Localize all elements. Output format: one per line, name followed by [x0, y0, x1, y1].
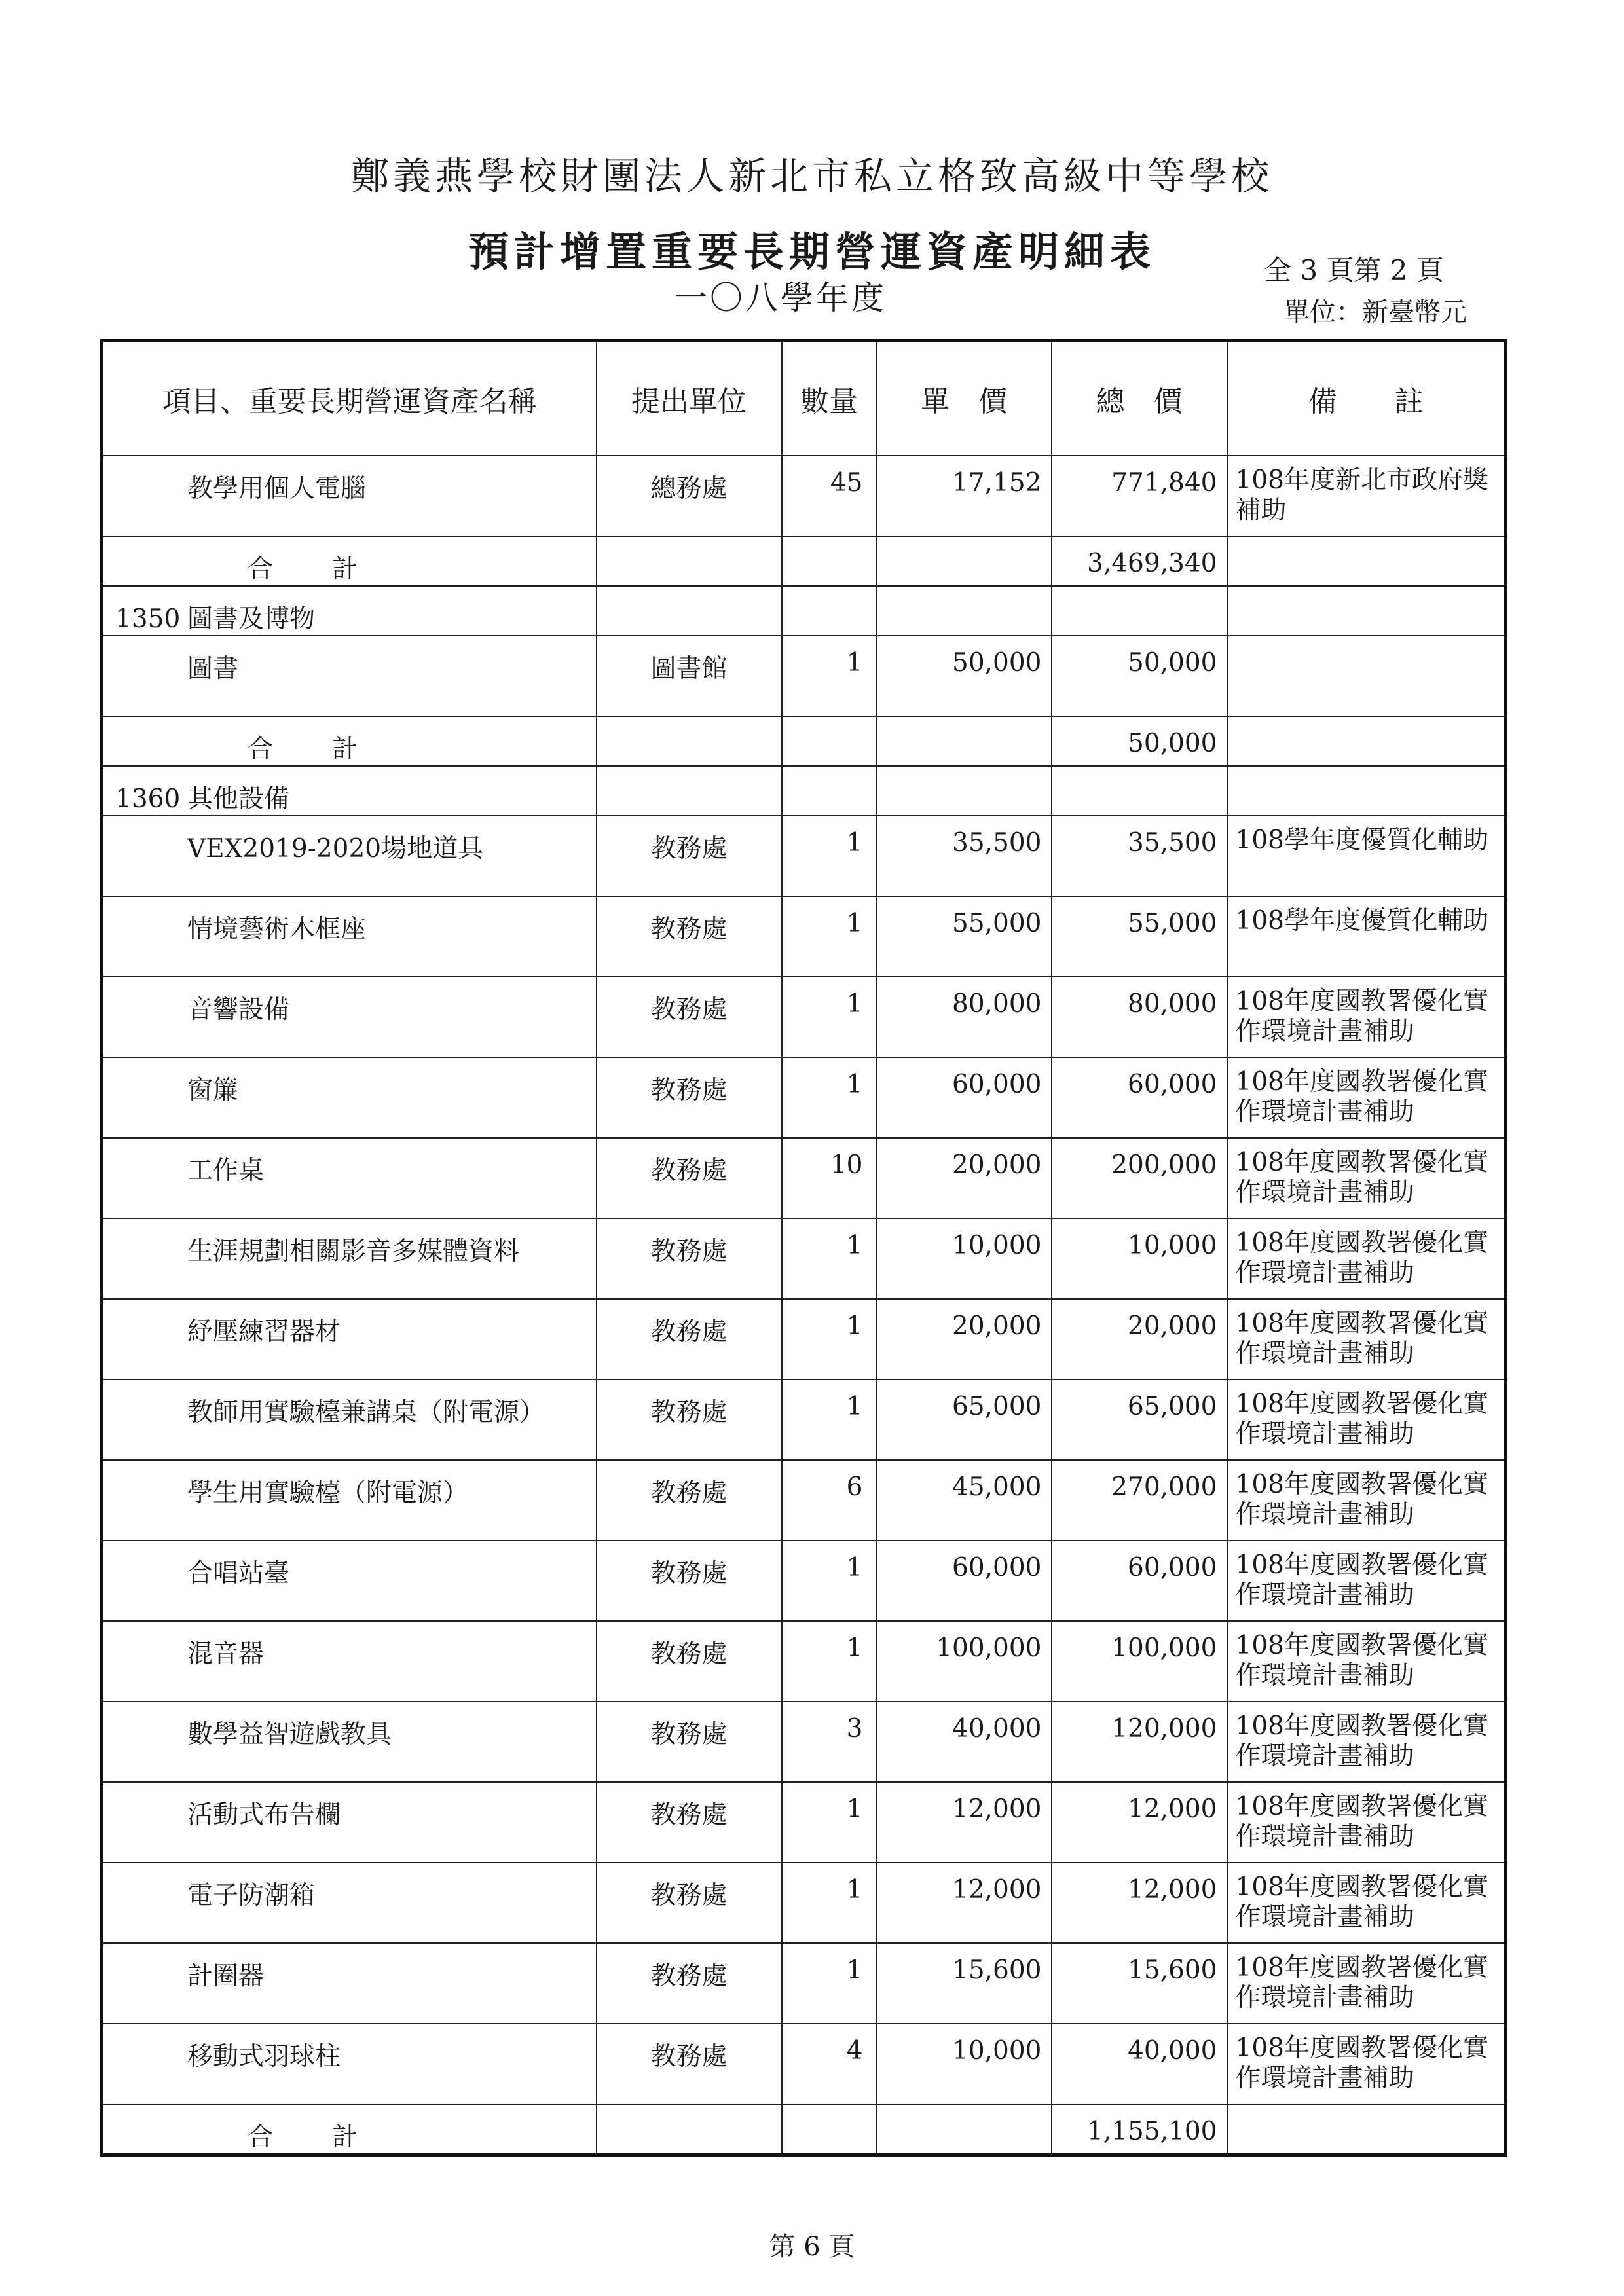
remark [1227, 1218, 1506, 1299]
unit-price [877, 1299, 1052, 1379]
total-price-text: 1,155,100 [1087, 2117, 1217, 2146]
submitting-unit-text: 教務處 [650, 1800, 728, 1830]
quantity [782, 2024, 877, 2104]
asset-name-text: VEX2019-2020場地道具 [187, 834, 484, 864]
unit-price [877, 896, 1052, 977]
asset-name-text: 生涯規劃相關影音多媒體資料 [187, 1237, 520, 1266]
unit-price-text: 100,000 [936, 1633, 1042, 1663]
subtotal-label [102, 716, 597, 766]
column-header-total: 總 價 [1052, 341, 1227, 456]
unit-price-text: 55,000 [952, 909, 1042, 938]
unit-price [877, 1379, 1052, 1460]
unit-price [877, 1540, 1052, 1621]
remark-text: 108學年度優質化輔助 [1235, 826, 1488, 855]
asset-name [102, 1943, 597, 2024]
submitting-unit-text: 教務處 [650, 1317, 728, 1347]
total-price-text: 55,000 [1128, 909, 1217, 938]
unit-price-text: 12,000 [952, 1875, 1042, 1904]
currency-unit: 單位：新臺幣元 [1283, 297, 1467, 327]
remark-text: 108年度國教署優化實作環境計畫補助 [1235, 1228, 1488, 1288]
total-price-text: 100,000 [1111, 1633, 1217, 1663]
remark [1227, 1782, 1506, 1863]
subtotal-label [102, 536, 597, 586]
submitting-unit [597, 536, 782, 586]
quantity [782, 1057, 877, 1138]
unit-price [877, 456, 1052, 536]
subtotal-label [102, 2104, 597, 2155]
remark [1227, 456, 1506, 536]
submitting-unit-text: 教務處 [650, 834, 728, 864]
unit-price [877, 2104, 1052, 2155]
asset-name [102, 896, 597, 977]
quantity-text: 1 [846, 1633, 863, 1663]
table-row [102, 1138, 1506, 1218]
total-price-text: 50,000 [1128, 729, 1217, 758]
table-header-row [102, 341, 1506, 456]
table-row [102, 2024, 1506, 2104]
document-title: 鄭義燕學校財團法人新北市私立格致高級中等學校 [350, 154, 1273, 198]
unit-price-text: 15,600 [952, 1956, 1042, 1985]
unit-price [877, 766, 1052, 816]
submitting-unit-text: 教務處 [650, 915, 728, 944]
quantity-text: 10 [830, 1150, 863, 1180]
total-price [1052, 766, 1227, 816]
total-price [1052, 1218, 1227, 1299]
remark [1227, 896, 1506, 977]
quantity [782, 1621, 877, 1702]
submitting-unit-text: 教務處 [650, 1398, 728, 1427]
submitting-unit [597, 1379, 782, 1460]
submitting-unit-text: 教務處 [650, 1559, 728, 1588]
total-price-text: 20,000 [1128, 1311, 1217, 1341]
asset-name [102, 456, 597, 536]
unit-price-text: 10,000 [952, 1231, 1042, 1260]
subtotal-label-text: 合 計 [248, 555, 361, 584]
column-header-name: 項目、重要長期營運資產名稱 [102, 341, 597, 456]
remark-text: 108年度國教署優化實作環境計畫補助 [1235, 1792, 1488, 1851]
total-price [1052, 1621, 1227, 1702]
total-price-text: 10,000 [1128, 1231, 1217, 1260]
unit-price [877, 1057, 1052, 1138]
submitting-unit-text: 教務處 [650, 1478, 728, 1508]
quantity-text: 1 [846, 1553, 863, 1582]
quantity [782, 636, 877, 716]
asset-name [102, 1057, 597, 1138]
section-name: 圖書及博物 [187, 604, 316, 634]
asset-name-text: 合唱站臺 [187, 1559, 290, 1588]
total-price [1052, 816, 1227, 896]
total-price-text: 3,469,340 [1087, 549, 1217, 578]
submitting-unit [597, 1943, 782, 2024]
page-info: 全 3 頁第 2 頁 [1264, 254, 1444, 286]
quantity [782, 1379, 877, 1460]
remark-text: 108年度國教署優化實作環境計畫補助 [1235, 2033, 1488, 2093]
remark [1227, 977, 1506, 1057]
asset-name-text: 電子防潮箱 [187, 1881, 316, 1910]
quantity [782, 2104, 877, 2155]
quantity-text: 3 [846, 1714, 863, 1743]
submitting-unit [597, 1863, 782, 1943]
submitting-unit [597, 636, 782, 716]
submitting-unit [597, 1218, 782, 1299]
remark-text: 108年度國教署優化實作環境計畫補助 [1235, 1550, 1488, 1610]
page-number: 第 6 頁 [769, 2232, 855, 2262]
asset-name [102, 1299, 597, 1379]
remark [1227, 1299, 1506, 1379]
total-price-text: 80,000 [1128, 989, 1217, 1019]
asset-name-text: 活動式布告欄 [187, 1800, 341, 1830]
quantity [782, 1943, 877, 2024]
quantity [782, 896, 877, 977]
remark [1227, 1138, 1506, 1218]
total-price-text: 15,600 [1128, 1956, 1217, 1985]
total-price-text: 771,840 [1111, 468, 1217, 498]
submitting-unit [597, 2024, 782, 2104]
total-price [1052, 2104, 1227, 2155]
submitting-unit-text: 教務處 [650, 1961, 728, 1991]
submitting-unit [597, 1460, 782, 1540]
remark-text: 108年度國教署優化實作環境計畫補助 [1235, 1309, 1488, 1368]
submitting-unit [597, 2104, 782, 2155]
unit-price-text: 65,000 [952, 1392, 1042, 1421]
table-row [102, 1943, 1506, 2024]
asset-name [102, 977, 597, 1057]
table-row [102, 977, 1506, 1057]
remark [1227, 2104, 1506, 2155]
remark [1227, 1379, 1506, 1460]
asset-name-text: 混音器 [187, 1639, 265, 1669]
unit-price-text: 45,000 [952, 1472, 1042, 1502]
account-code: 1360 [115, 784, 181, 814]
unit-price-text: 60,000 [952, 1070, 1042, 1099]
unit-price [877, 977, 1052, 1057]
remark [1227, 2024, 1506, 2104]
column-header-unit: 提出單位 [597, 341, 782, 456]
submitting-unit-text: 圖書館 [650, 654, 728, 683]
total-price-text: 12,000 [1128, 1795, 1217, 1824]
quantity [782, 586, 877, 636]
quantity [782, 536, 877, 586]
quantity [782, 456, 877, 536]
table-row [102, 896, 1506, 977]
unit-price [877, 1782, 1052, 1863]
quantity [782, 1218, 877, 1299]
remark [1227, 1943, 1506, 2024]
quantity [782, 1540, 877, 1621]
total-price [1052, 586, 1227, 636]
unit-price-text: 20,000 [952, 1150, 1042, 1180]
quantity [782, 1299, 877, 1379]
asset-name [102, 636, 597, 716]
asset-name [102, 1863, 597, 1943]
asset-name-text: 音響設備 [187, 995, 290, 1025]
quantity-text: 45 [830, 468, 863, 498]
quantity-text: 1 [846, 989, 863, 1019]
asset-table [100, 339, 1507, 2157]
table-row [102, 1057, 1506, 1138]
unit-price [877, 1943, 1052, 2024]
submitting-unit [597, 1138, 782, 1218]
unit-price [877, 716, 1052, 766]
table-row [102, 1863, 1506, 1943]
quantity-text: 1 [846, 828, 863, 858]
remark [1227, 1863, 1506, 1943]
quantity [782, 1138, 877, 1218]
submitting-unit-text: 教務處 [650, 1076, 728, 1105]
submitting-unit [597, 1782, 782, 1863]
total-price-text: 35,500 [1128, 828, 1217, 858]
asset-name-text: 工作桌 [187, 1156, 265, 1186]
quantity [782, 1863, 877, 1943]
asset-name-text: 移動式羽球柱 [187, 2042, 341, 2071]
remark-text: 108年度國教署優化實作環境計畫補助 [1235, 987, 1488, 1046]
submitting-unit-text: 教務處 [650, 1881, 728, 1910]
total-price [1052, 1299, 1227, 1379]
total-price [1052, 1782, 1227, 1863]
asset-name [102, 1460, 597, 1540]
unit-price [877, 1621, 1052, 1702]
quantity-text: 1 [846, 1875, 863, 1904]
submitting-unit [597, 896, 782, 977]
section-row [102, 586, 1506, 636]
quantity-text: 1 [846, 1956, 863, 1985]
asset-name [102, 2024, 597, 2104]
unit-price-text: 17,152 [952, 468, 1042, 498]
remark-text: 108學年度優質化輔助 [1235, 906, 1488, 936]
asset-name-text: 教學用個人電腦 [187, 474, 367, 503]
asset-name [102, 1702, 597, 1782]
section-name: 其他設備 [187, 784, 290, 814]
asset-name-text: 紓壓練習器材 [187, 1317, 341, 1347]
remark-text: 108年度國教署優化實作環境計畫補助 [1235, 1389, 1488, 1449]
remark-text: 108年度國教署優化實作環境計畫補助 [1235, 1711, 1488, 1771]
table-row [102, 1621, 1506, 1702]
unit-price-text: 40,000 [952, 1714, 1042, 1743]
asset-name-text: 情境藝術木框座 [187, 915, 367, 944]
subtotal-label-text: 合 計 [248, 2123, 361, 2152]
submitting-unit-text: 教務處 [650, 995, 728, 1025]
total-price-text: 60,000 [1128, 1553, 1217, 1582]
quantity-text: 1 [846, 1795, 863, 1824]
quantity [782, 816, 877, 896]
total-price-text: 65,000 [1128, 1392, 1217, 1421]
unit-price [877, 636, 1052, 716]
unit-price [877, 2024, 1052, 2104]
total-price [1052, 636, 1227, 716]
unit-price-text: 10,000 [952, 2036, 1042, 2066]
remark [1227, 1460, 1506, 1540]
table-row [102, 636, 1506, 716]
asset-name [102, 1218, 597, 1299]
unit-price [877, 1702, 1052, 1782]
asset-name [102, 1138, 597, 1218]
table-row [102, 1540, 1506, 1621]
section-cell [102, 586, 597, 636]
table-row [102, 816, 1506, 896]
total-price [1052, 1460, 1227, 1540]
remark-text: 108年度國教署優化實作環境計畫補助 [1235, 1872, 1488, 1932]
total-price [1052, 1057, 1227, 1138]
remark-text: 108年度國教署優化實作環境計畫補助 [1235, 1148, 1488, 1207]
unit-price-text: 20,000 [952, 1311, 1042, 1341]
unit-price-text: 12,000 [952, 1795, 1042, 1824]
table-row [102, 1702, 1506, 1782]
total-price [1052, 1943, 1227, 2024]
total-price-text: 200,000 [1111, 1150, 1217, 1180]
quantity-text: 6 [846, 1472, 863, 1502]
table-row [102, 1299, 1506, 1379]
column-header-price: 單 價 [877, 341, 1052, 456]
quantity-text: 1 [846, 1392, 863, 1421]
remark [1227, 816, 1506, 896]
remark [1227, 716, 1506, 766]
total-price-text: 120,000 [1111, 1714, 1217, 1743]
remark [1227, 766, 1506, 816]
subtotal-row [102, 2104, 1506, 2155]
remark [1227, 536, 1506, 586]
submitting-unit [597, 1540, 782, 1621]
asset-name [102, 1540, 597, 1621]
total-price-text: 60,000 [1128, 1070, 1217, 1099]
submitting-unit-text: 教務處 [650, 1237, 728, 1266]
quantity [782, 1702, 877, 1782]
quantity [782, 716, 877, 766]
table-row [102, 456, 1506, 536]
total-price-text: 12,000 [1128, 1875, 1217, 1904]
quantity [782, 766, 877, 816]
submitting-unit [597, 456, 782, 536]
total-price [1052, 1379, 1227, 1460]
submitting-unit-text: 教務處 [650, 1156, 728, 1186]
column-header-qty: 數量 [782, 341, 877, 456]
submitting-unit [597, 1702, 782, 1782]
asset-name-text: 窗簾 [187, 1076, 239, 1105]
total-price [1052, 977, 1227, 1057]
unit-price [877, 1863, 1052, 1943]
submitting-unit [597, 586, 782, 636]
submitting-unit-text: 教務處 [650, 1639, 728, 1669]
remark-text: 108年度國教署優化實作環境計畫補助 [1235, 1631, 1488, 1690]
total-price-text: 270,000 [1111, 1472, 1217, 1502]
remark [1227, 1057, 1506, 1138]
total-price-text: 50,000 [1128, 648, 1217, 678]
submitting-unit-text: 教務處 [650, 2042, 728, 2071]
unit-price [877, 816, 1052, 896]
fiscal-year: 一〇八學年度 [674, 279, 887, 317]
submitting-unit [597, 716, 782, 766]
submitting-unit [597, 977, 782, 1057]
total-price [1052, 1540, 1227, 1621]
remark [1227, 1621, 1506, 1702]
remark [1227, 586, 1506, 636]
quantity-text: 1 [846, 1311, 863, 1341]
quantity-text: 1 [846, 909, 863, 938]
total-price [1052, 1702, 1227, 1782]
remark [1227, 1702, 1506, 1782]
table-row [102, 1218, 1506, 1299]
remark-text: 108年度國教署優化實作環境計畫補助 [1235, 1953, 1488, 2013]
unit-price [877, 1218, 1052, 1299]
quantity-text: 1 [846, 648, 863, 678]
table-row [102, 1379, 1506, 1460]
subtotal-row [102, 716, 1506, 766]
remark-text: 108年度國教署優化實作環境計畫補助 [1235, 1470, 1488, 1529]
remark [1227, 1540, 1506, 1621]
total-price [1052, 1138, 1227, 1218]
submitting-unit [597, 766, 782, 816]
submitting-unit [597, 1621, 782, 1702]
asset-name [102, 1621, 597, 1702]
document-subtitle: 預計增置重要長期營運資產明細表 [468, 228, 1156, 276]
quantity [782, 1460, 877, 1540]
asset-name-text: 計圈器 [187, 1961, 265, 1991]
submitting-unit-text: 教務處 [650, 1720, 728, 1749]
total-price [1052, 2024, 1227, 2104]
column-header-remark: 備 註 [1227, 341, 1506, 456]
asset-name-text: 學生用實驗檯（附電源） [187, 1478, 469, 1508]
total-price [1052, 536, 1227, 586]
table-row [102, 1782, 1506, 1863]
table-row [102, 1460, 1506, 1540]
asset-name [102, 816, 597, 896]
subtotal-row [102, 536, 1506, 586]
submitting-unit [597, 1299, 782, 1379]
quantity [782, 977, 877, 1057]
asset-name [102, 1379, 597, 1460]
subtotal-label-text: 合 計 [248, 735, 361, 764]
account-code: 1350 [115, 604, 181, 634]
section-cell [102, 766, 597, 816]
quantity-text: 4 [846, 2036, 863, 2066]
asset-name-text: 數學益智遊戲教具 [187, 1720, 392, 1749]
total-price [1052, 716, 1227, 766]
quantity [782, 1782, 877, 1863]
submitting-unit [597, 1057, 782, 1138]
unit-price [877, 1138, 1052, 1218]
unit-price [877, 586, 1052, 636]
unit-price-text: 35,500 [952, 828, 1042, 858]
total-price [1052, 896, 1227, 977]
unit-price-text: 60,000 [952, 1553, 1042, 1582]
asset-name-text: 教師用實驗檯兼講桌（附電源） [187, 1398, 545, 1427]
remark-text: 108年度新北市政府獎補助 [1235, 465, 1488, 525]
submitting-unit [597, 816, 782, 896]
remark-text: 108年度國教署優化實作環境計畫補助 [1235, 1067, 1488, 1127]
quantity-text: 1 [846, 1070, 863, 1099]
asset-name [102, 1782, 597, 1863]
unit-price [877, 536, 1052, 586]
remark [1227, 636, 1506, 716]
total-price-text: 40,000 [1128, 2036, 1217, 2066]
section-row [102, 766, 1506, 816]
submitting-unit-text: 總務處 [650, 474, 728, 503]
total-price [1052, 456, 1227, 536]
unit-price-text: 50,000 [952, 648, 1042, 678]
unit-price [877, 1460, 1052, 1540]
quantity-text: 1 [846, 1231, 863, 1260]
unit-price-text: 80,000 [952, 989, 1042, 1019]
asset-name-text: 圖書 [187, 654, 239, 683]
total-price [1052, 1863, 1227, 1943]
